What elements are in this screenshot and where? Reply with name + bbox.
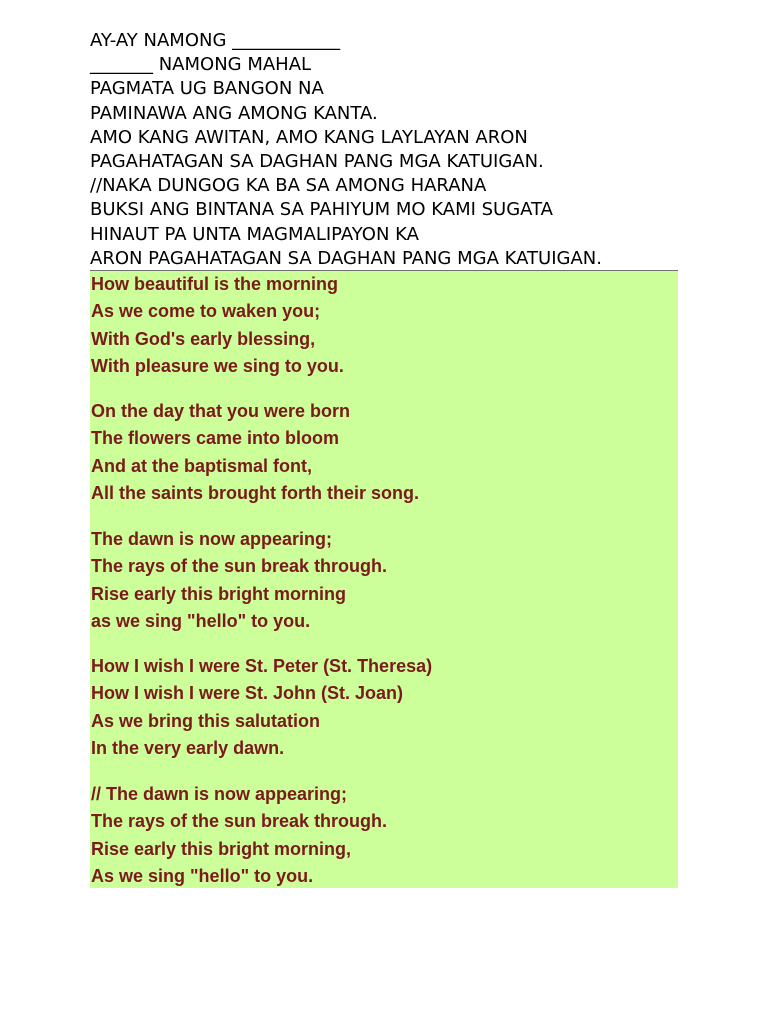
english-line: As we bring this salutation [91, 710, 321, 731]
english-line: The flowers came into bloom [91, 428, 340, 449]
english-stanza-4 [91, 653, 671, 763]
english-line: In the very early dawn. [91, 738, 285, 759]
english-stanza-2 [91, 398, 671, 508]
english-line: And at the baptismal font, [91, 455, 313, 476]
english-line: All the saints brought forth their song. [91, 483, 419, 504]
english-line: As we sing "hello" to you. [91, 866, 314, 887]
visayan-line: PAMINAWA ANG AMONG KANTA. [90, 102, 378, 124]
english-line: as we sing "hello" to you. [91, 611, 311, 632]
visayan-line: PAGAHATAGAN SA DAGHAN PANG MGA KATUIGAN. [90, 151, 544, 173]
english-stanza-3 [91, 526, 671, 636]
visayan-line: //NAKA DUNGOG KA BA SA AMONG HARANA [90, 175, 487, 197]
english-line: On the day that you were born [91, 401, 351, 421]
visayan-line: BUKSI ANG BINTANA SA PAHIYUM MO KAMI SUGATA [90, 199, 553, 221]
visayan-line: _______ NAMONG MAHAL [90, 54, 312, 76]
visayan-line: ARON PAGAHATAGAN SA DAGHAN PANG MGA KATUIGAN. [90, 247, 602, 269]
english-line: How I wish I were St. John (St. Joan) [91, 683, 404, 704]
english-line: // The dawn is now appearing; [91, 784, 348, 804]
english-line: Rise early this bright morning [91, 583, 347, 604]
english-stanza-5 [91, 781, 671, 891]
english-line: How beautiful is the morning [91, 274, 338, 294]
english-stanza-1 [91, 271, 671, 381]
english-line: With God's early blessing, [91, 328, 316, 349]
english-line: The rays of the sun break through. [91, 556, 388, 577]
visayan-line: AMO KANG AWITAN, AMO KANG LAYLAYAN ARON [90, 126, 528, 148]
visayan-line: HINAUT PA UNTA MAGMALIPAYON KA [90, 223, 419, 245]
english-lyrics-block [90, 271, 678, 888]
english-line: Rise early this bright morning, [91, 838, 352, 859]
english-line: With pleasure we sing to you. [91, 356, 344, 377]
english-line: The rays of the sun break through. [91, 811, 388, 832]
english-line: The dawn is now appearing; [91, 529, 333, 549]
english-line: As we come to waken you; [91, 301, 321, 322]
visayan-line: AY-AY NAMONG ____________ [90, 30, 341, 51]
english-line: How I wish I were St. Peter (St. Theresa) [91, 656, 433, 676]
visayan-line: PAGMATA UG BANGON NA [90, 78, 324, 100]
visayan-lyrics [90, 29, 690, 271]
